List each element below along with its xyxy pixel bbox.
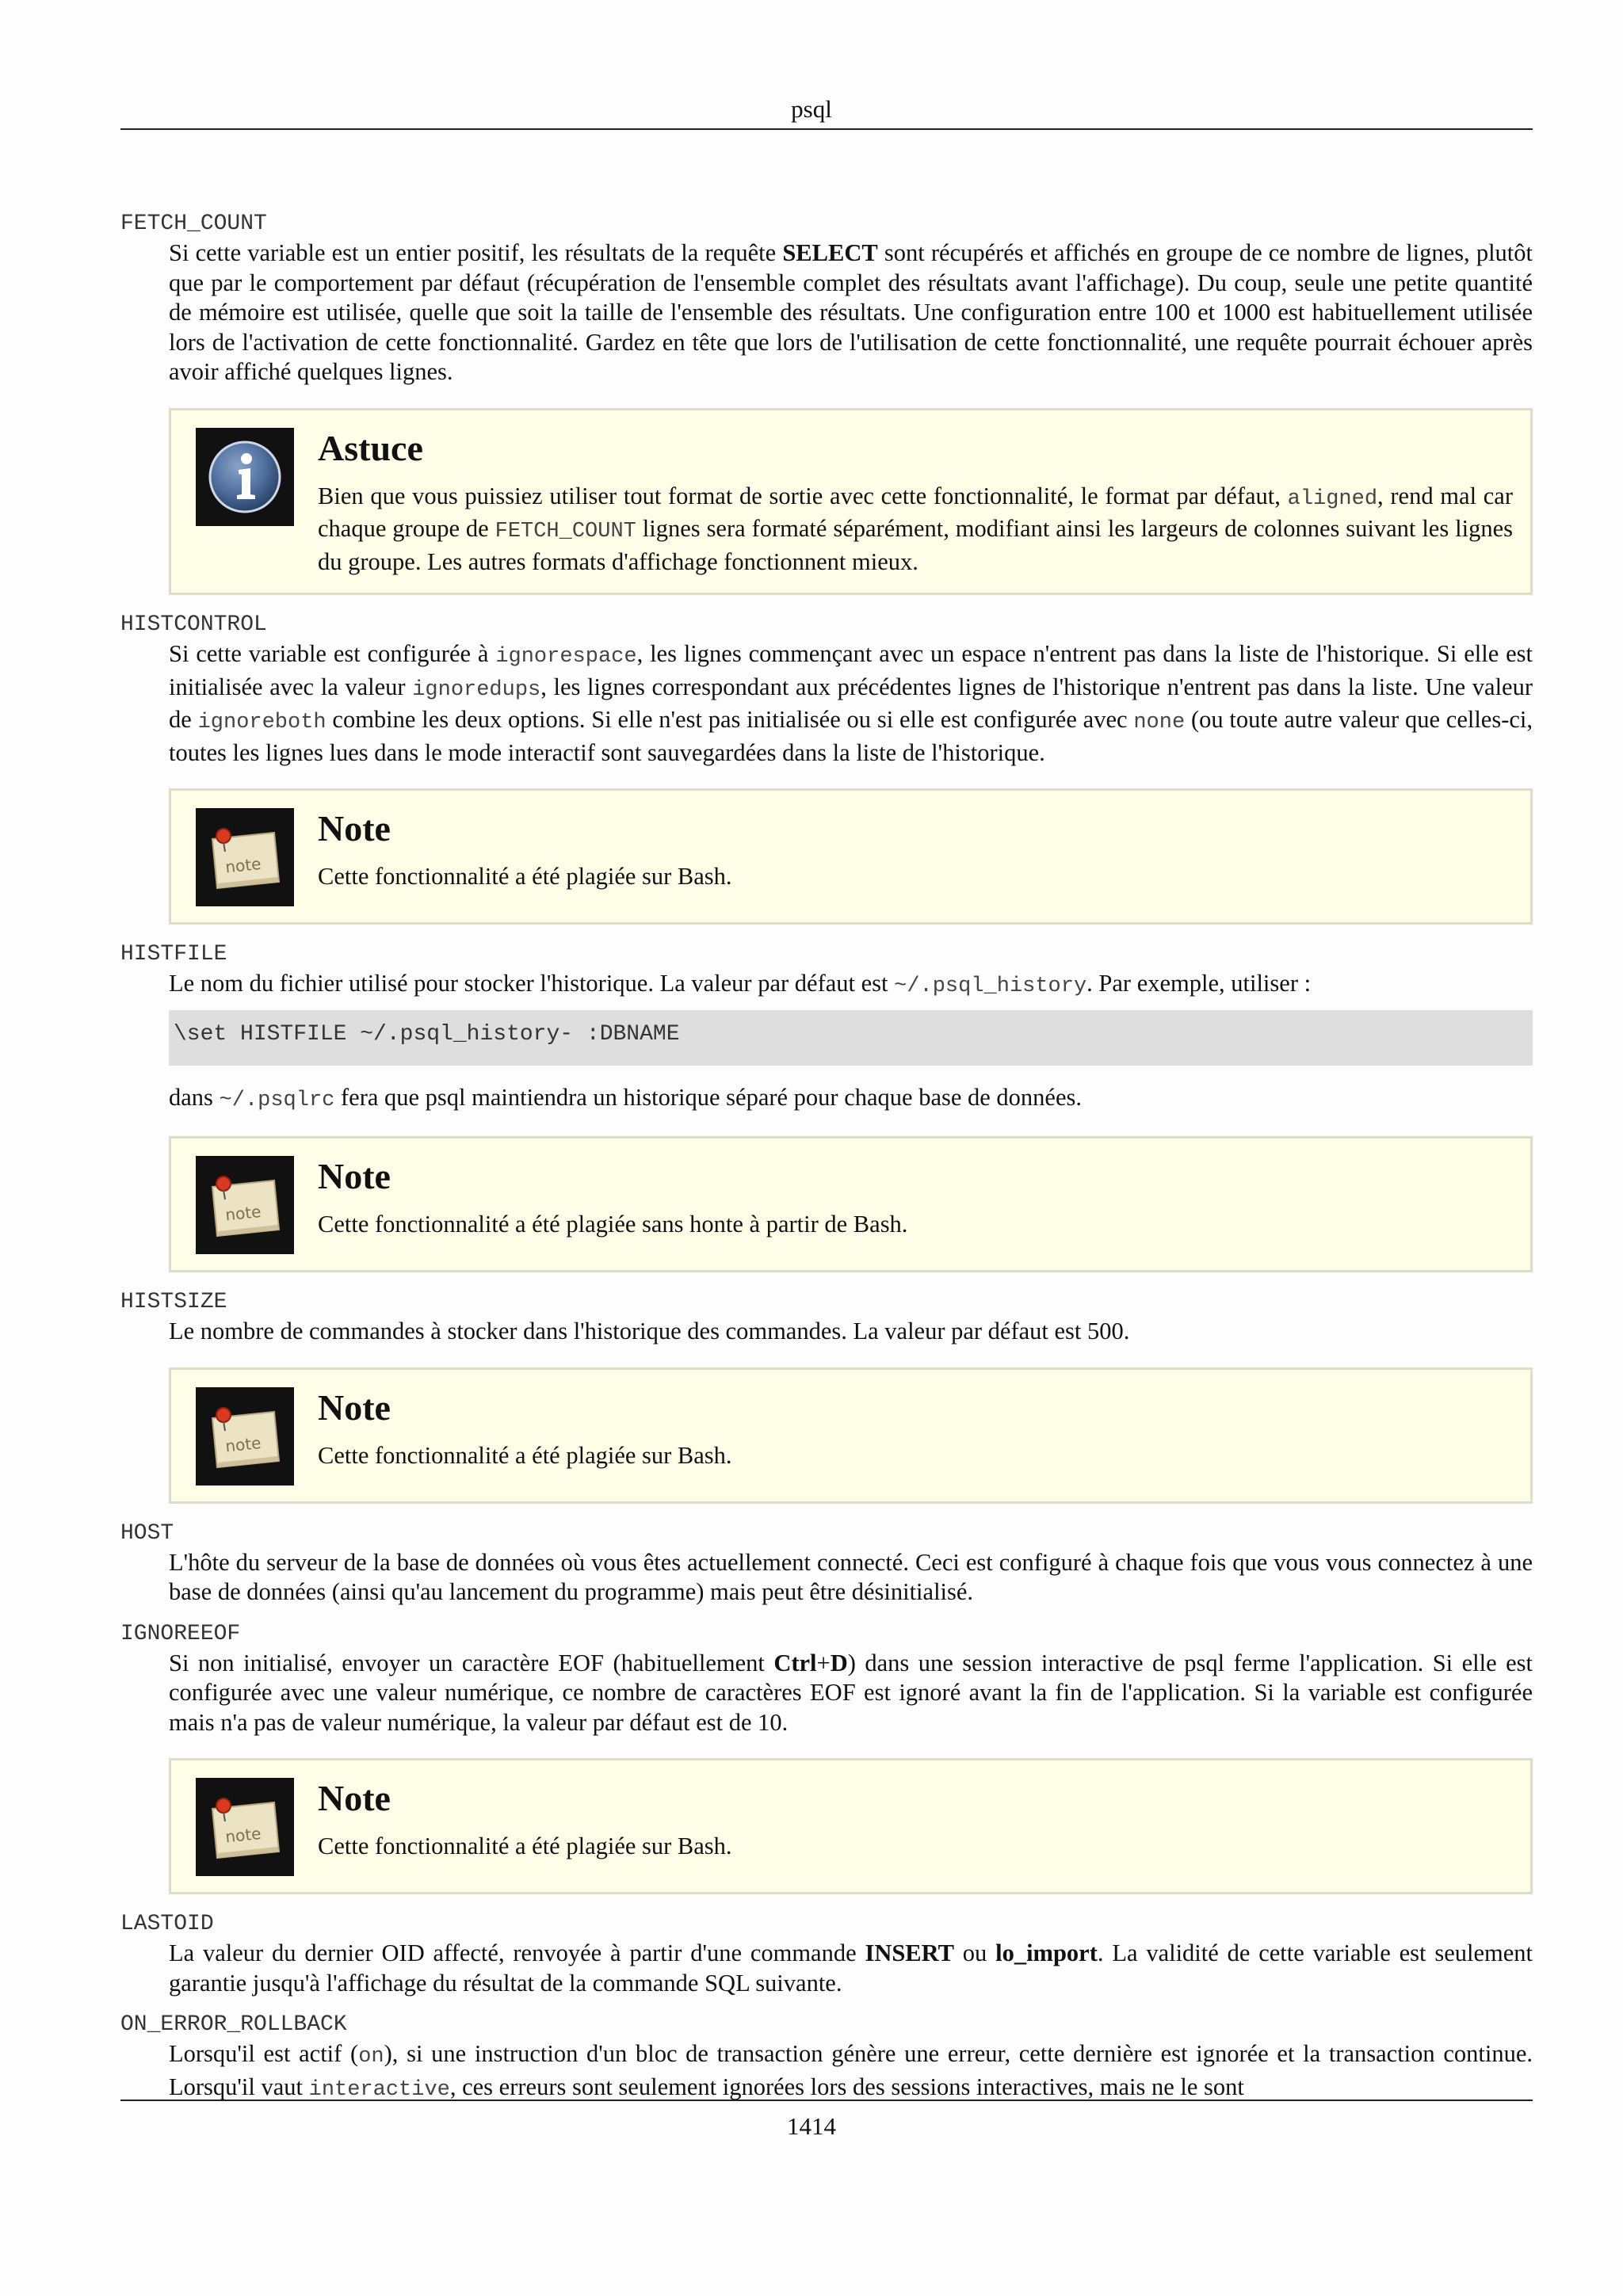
entry-host (120, 1520, 1533, 1608)
text-span: fera que psql maintiendra un historique séparé pour chaque base de données. (334, 1083, 1083, 1111)
term-histfile: HISTFILE (120, 942, 227, 967)
text-span: . Par exemple, utiliser : (1086, 970, 1312, 997)
desc-host (169, 1548, 1533, 1608)
code-ignoreboth: ignoreboth (197, 711, 327, 734)
code-on: on (358, 2045, 384, 2069)
note-title: Note (318, 1156, 391, 1196)
key-ctrl: Ctrl (773, 1649, 817, 1676)
note-icon (196, 1156, 294, 1254)
text-span: , rend mal car chaque groupe de (318, 482, 1514, 542)
text-span: Si cette variable est configurée à (169, 640, 496, 667)
tip-title: Astuce (318, 427, 423, 468)
text-span: , les lignes correspondant aux précédentes lignes de l'historique n'entrent pas dans la liste. Une valeur de (169, 673, 1533, 733)
note-box (169, 1367, 1533, 1504)
entry-histfile (120, 940, 1533, 1272)
text-span: Lorsqu'il est actif ( (169, 2040, 359, 2067)
text-span: ) dans une session interactive de psql ferme l'application. Si elle est configurée avec une valeur numérique, ce nombre de caractères EOF est ignoré avant la fin de l'application. Si la variable est configurée mais n'a pas de valeur numérique, la valeur par défaut est de 10. (169, 1649, 1533, 1736)
code-ignorespace: ignorespace (495, 645, 637, 669)
text-span: Si non initialisé, envoyer un caractère EOF (habituellement (169, 1649, 774, 1676)
term-fetch-count: FETCH_COUNT (120, 212, 267, 236)
svg-text:note: note (223, 1823, 262, 1847)
code-interactive: interactive (308, 2077, 450, 2102)
term-host: HOST (120, 1520, 174, 1546)
desc-histsize (169, 1317, 1533, 1347)
text-span: Le nom du fichier utilisé pour stocker l'historique. La valeur par défaut est (169, 970, 895, 997)
svg-text:note: note (223, 853, 262, 877)
keyword-select: SELECT (782, 239, 878, 266)
note-title: Note (318, 1386, 391, 1428)
text-span: , ces erreurs sont seulement ignorées lors des sessions interactives, mais ne le sont (449, 2073, 1244, 2100)
entry-fetch-count (120, 210, 1533, 595)
code-psqlrc: ~/.psqlrc (219, 1088, 335, 1112)
page-number: 1414 (787, 2112, 836, 2140)
svg-text:note: note (223, 1201, 262, 1225)
text-span: + (816, 1649, 831, 1676)
text-span: (ou toute autre valeur que celles-ci, toutes les lignes lues dans le mode interactif sont sauvegardées dans la liste de l'historique. (169, 706, 1533, 766)
text-span: Le nombre de commandes à stocker dans l'historique des commandes. La valeur par défaut est 500. (169, 1318, 1130, 1344)
text-span: ), si une instruction d'un bloc de transaction génère une erreur, cette dernière est ignorée et la transaction continue. Lorsqu'il vaut (169, 2040, 1533, 2100)
desc-on-error-rollback (169, 2039, 1533, 2105)
entry-histsize (120, 1288, 1533, 1504)
note-text: Cette fonctionnalité a été plagiée sur Bash. (318, 1441, 732, 1469)
tip-text (318, 482, 1513, 578)
code-ignoredups: ignoredups (412, 677, 541, 702)
entry-histcontrol (120, 611, 1533, 925)
note-title: Note (318, 808, 391, 849)
note-text: Cette fonctionnalité a été plagiée sur Bash. (318, 863, 732, 890)
text-span: sont récupérés et affichés en groupe de ce nombre de lignes, plutôt que par le comportement par défaut (récupération de l'ensemble complet des résultats avant l'affichage). Du coup, seule une petite quantité de mémoire est utilisée, quelle que soit la taille de l'ensemble des résultats. Une configuration entre 100 et 1000 est habituellement utilisée lors de l'activation de cette fonctionnalité. Gardez en tête que lors de l'utilisation de cette fonctionnalité, une requête pourrait échouer après avoir affiché quelques lignes. (169, 239, 1533, 385)
text-span: . La validité de cette variable est seulement garantie jusqu'à l'affichage du résultat de la commande SQL suivante. (169, 1939, 1533, 1997)
desc-ignoreeof (169, 1649, 1533, 1738)
text-span: , les lignes commençant avec un espace n'entrent pas dans la liste de l'historique. Si elle est initialisée avec la valeur (169, 640, 1533, 700)
text-span: lignes sera formaté séparément, modifiant ainsi les largeurs de colonnes suivant les lignes du groupe. Les autres formats d'affichage fonctionnent mieux. (318, 515, 1513, 575)
entry-lastoid (120, 1910, 1533, 1998)
keyword-lo-import: lo_import (995, 1939, 1098, 1966)
desc-histfile (169, 969, 1533, 1002)
note-box (169, 1758, 1533, 1894)
note-text: Cette fonctionnalité a été plagiée sur Bash. (318, 1833, 732, 1859)
note-box (169, 788, 1533, 925)
term-histsize: HISTSIZE (120, 1290, 227, 1314)
svg-text:note: note (223, 1432, 262, 1456)
code-none: none (1133, 711, 1186, 734)
info-icon (196, 428, 294, 526)
desc-histfile-after (169, 1083, 1533, 1116)
note-box (169, 1136, 1533, 1272)
header-rule (120, 128, 1533, 130)
text-span: Bien que vous puissiez utiliser tout format de sortie avec cette fonctionnalité, le format par défaut, (318, 482, 1288, 509)
text-span: combine les deux options. Si elle n'est pas initialisée ou si elle est configurée avec (326, 706, 1134, 733)
desc-histcontrol (169, 639, 1533, 768)
text-span: dans (169, 1083, 220, 1111)
text-span: La valeur du dernier OID affecté, renvoyée à partir d'une commande (169, 1939, 865, 1966)
desc-fetch-count (169, 238, 1533, 387)
key-d: D (830, 1649, 848, 1676)
note-icon (196, 808, 294, 906)
tip-box (169, 408, 1533, 596)
footer-rule (120, 2100, 1533, 2101)
page-header-title: psql (791, 95, 832, 123)
entry-on-error-rollback (120, 2011, 1533, 2105)
keyword-insert: INSERT (865, 1939, 954, 1966)
text-span: ou (953, 1939, 996, 1966)
code-fetch-count: FETCH_COUNT (495, 520, 636, 543)
desc-lastoid (169, 1939, 1533, 1998)
code-aligned: aligned (1287, 486, 1378, 511)
main-content (120, 210, 1533, 2105)
code-psql-history: ~/.psql_history (894, 974, 1087, 998)
entry-ignoreeof (120, 1620, 1533, 1895)
term-histcontrol: HISTCONTROL (120, 612, 267, 637)
note-title: Note (318, 1778, 391, 1818)
text-span: Si cette variable est un entier positif, les résultats de la requête (169, 239, 783, 266)
code-block-histfile: \set HISTFILE ~/.psql_history- :DBNAME (169, 1010, 1533, 1066)
note-icon (196, 1778, 294, 1876)
term-lastoid: LASTOID (120, 1912, 214, 1936)
term-ignoreeof: IGNOREEOF (120, 1621, 241, 1646)
note-text: Cette fonctionnalité a été plagiée sans honte à partir de Bash. (318, 1211, 908, 1238)
term-on-error-rollback: ON_ERROR_ROLLBACK (120, 2012, 347, 2037)
text-span: L'hôte du serveur de la base de données où vous êtes actuellement connecté. Ceci est configuré à chaque fois que vous vous connectez à une base de données (ainsi qu'au lancement du programme) mais peut être désinitialisé. (169, 1548, 1533, 1605)
note-icon (196, 1387, 294, 1486)
